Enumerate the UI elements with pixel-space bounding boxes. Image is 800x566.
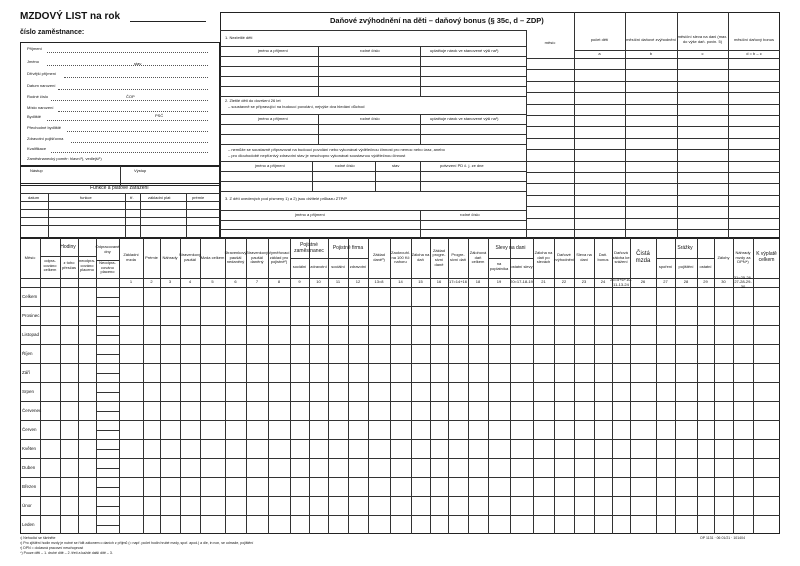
tax-grid-row[interactable]	[526, 126, 780, 127]
col-zaklad-dane: Základ daně³)	[372, 252, 385, 262]
personal-field-input[interactable]	[58, 89, 208, 90]
col-hodiny: Hodiny	[60, 244, 76, 251]
col-prescas: z toho přesčas	[61, 260, 76, 270]
tax-col-bonus: měsíční daňový bonus	[733, 36, 775, 42]
fn-header-trida: tř.	[130, 195, 134, 200]
col-zaokrouhleni: Zaokrouhl. na 100 Kč nahoru	[391, 250, 410, 265]
month-row[interactable]	[20, 344, 780, 345]
psc-label: PSČ	[155, 113, 164, 118]
col-mesic: Měsíc	[24, 254, 36, 260]
employee-number-label: číslo zaměstnance:	[20, 29, 85, 36]
fn-header-zakladni-plat: základní plat	[148, 195, 171, 200]
col-number: 26	[640, 279, 646, 285]
col-odpracovano: odpra-cováno celkem	[43, 258, 57, 273]
tax-grid-row[interactable]	[526, 229, 780, 230]
col-sleva-poplatnik: na poplatníka	[489, 261, 509, 271]
month-row-label: Září	[22, 369, 31, 375]
tax-letter-b: b	[649, 50, 653, 56]
col-zaloha: Záloha na daň	[411, 252, 430, 262]
footnote-4: ⁴) Pouze děti – 1. druhé dítě – 2. třetí a každé další dítě – 3.	[20, 551, 113, 555]
col-number: 17=14+16	[448, 279, 468, 285]
col-number: 27	[663, 279, 668, 285]
sec1-header-claim: uplatňuje nárok ve stanovené výši na¹)	[430, 48, 499, 53]
col-number: 29	[703, 279, 708, 285]
month-row-label: Srpen	[22, 388, 35, 394]
personal-field-label: Jméno	[27, 59, 40, 64]
month-row-label: Únor	[22, 502, 32, 508]
sec1-header-name: jméno a příjmení	[258, 48, 288, 53]
col-firma-zdrav: zdravotní	[349, 263, 367, 269]
tax-sec2-note2: – pro dlouhodobě nepříznivý zdravotní stav je neschopno vykonávat soustavnou výdělečnou činnost	[228, 153, 406, 158]
col-number: 11	[335, 279, 341, 285]
personal-field-label: Zdravotní pojišťovna	[27, 136, 64, 141]
col-sleva-ostatni: ostatní slevy	[510, 263, 533, 269]
personal-field-label: Rodné číslo	[27, 94, 49, 99]
col-premie: Prémie	[145, 254, 158, 260]
col-zaloha-po-slevach: Záloha na daň po slevách	[534, 250, 553, 265]
personal-field-input[interactable]	[64, 77, 208, 78]
fn-header-funkce: funkce	[80, 195, 92, 200]
tax-grid-row[interactable]	[526, 81, 780, 82]
col-number: 7	[255, 279, 259, 285]
col-zaklad-progr: Základ progre-sivní daně	[432, 247, 446, 267]
tax-grid-row[interactable]	[526, 92, 780, 93]
tax-grid-row[interactable]	[526, 161, 780, 162]
col-number: 6	[234, 279, 237, 285]
tax-title: Daňové zvýhodnění na děti – daňový bonus (§ 35c, d – ZDP)	[330, 16, 544, 25]
col-number: 14	[398, 279, 403, 285]
personal-field-input[interactable]	[67, 131, 208, 132]
col-firma-soc: sociální	[331, 263, 345, 269]
col-zakladni-mzda: Základní mzda	[123, 252, 139, 262]
col-number: 10	[316, 279, 321, 285]
col-nahrady-dpn: Náhrady mzdy za DPN⁴)	[735, 250, 751, 265]
month-row[interactable]	[20, 477, 780, 478]
col-vymerovaci-zaklad: Vyměřovací základ pro pojistné²)	[268, 250, 290, 265]
month-row-label: Duben	[22, 464, 36, 470]
tax-grid-row[interactable]	[526, 138, 780, 139]
col-slevy: Slevy na dani	[495, 245, 526, 252]
col-number: 19	[496, 279, 502, 285]
tax-col-sleva: měsíční sleva na dani (max. do výše daň. povin. 5)	[677, 34, 728, 44]
month-row[interactable]	[20, 458, 780, 459]
col-danova-zaloha: Daňová záloha ke srážení	[612, 250, 630, 265]
tax-grid-row[interactable]	[526, 172, 780, 173]
stav-label: stav	[134, 61, 142, 66]
sec2-header-claim: uplatňuje nárok ve stanovené výši na¹)	[430, 116, 499, 121]
col-zalohy: Zálohy	[717, 254, 730, 260]
cop-label: ČOP	[126, 94, 135, 99]
tax-grid-row[interactable]	[526, 69, 780, 70]
footnote-2: ²) Pro zjištění hodin mzdy je nutné se řídit zákonem o daních z příjmů (= např. počet hodin hrubé mzdy, spoř. apod.) a dle, in non, se odmaže, pojištění	[20, 541, 254, 545]
sec2b-header-stav: stav	[392, 163, 400, 168]
col-number: 4	[188, 279, 192, 285]
month-row-label: Říjen	[22, 350, 33, 356]
col-pojistne-soc: sociální	[292, 263, 307, 269]
month-row[interactable]	[20, 325, 780, 326]
tax-sec2-sub: – soustavně se připravující na budoucí povolání, nejvýše dva hledání důchod	[228, 104, 365, 109]
col-mzda-celkem: Mzda celkem	[200, 254, 225, 260]
col-number: 3	[168, 279, 172, 285]
tax-col-pocet-deti: počet dětí	[590, 36, 609, 42]
personal-field-label: Zaměstnanecký poměr: hlavní¹), vedlejší¹)	[27, 156, 102, 161]
personal-field-label: Kvalifikace	[27, 146, 47, 151]
month-row-label: Červen	[22, 426, 37, 432]
tax-grid-row[interactable]	[526, 58, 780, 59]
col-number: 25=5+6+10-11-13-24	[610, 276, 632, 287]
personal-field-input[interactable]	[47, 52, 208, 53]
tax-grid-row[interactable]	[526, 115, 780, 116]
month-row[interactable]	[20, 363, 780, 364]
col-number: 1	[129, 279, 133, 285]
col-k-vyplate: K výplatě celkem	[756, 251, 777, 263]
sec2b-header-potvrzeni: potvrzení PD č. j. ze dne	[440, 163, 484, 168]
col-number: 24	[600, 279, 606, 285]
month-row-label: Prosinec	[22, 312, 40, 318]
col-number: 30	[721, 279, 726, 285]
fn-header-premie: prémie	[192, 195, 205, 200]
sec2b-header-rc: rodné číslo	[335, 163, 355, 168]
col-stravenky: Stravenkový paušál	[179, 252, 202, 262]
col-number: 21	[541, 279, 546, 285]
personal-field-input[interactable]	[47, 65, 208, 66]
col-danove-zvyhodneni: Daňové zvýhodnění	[553, 252, 575, 262]
month-row-label: Celkem	[22, 293, 38, 299]
personal-field-label: Místo narození	[27, 105, 54, 110]
personal-field-input[interactable]	[47, 120, 208, 121]
col-number: 2	[150, 279, 153, 285]
col-neodpracovano: neodpra-cováno placeno	[78, 258, 95, 273]
month-row-label: Červenec	[22, 407, 42, 413]
function-table-title: Funkce a platové zařazení	[90, 185, 149, 191]
col-number: 5	[211, 279, 214, 285]
col-number: 8	[277, 279, 281, 285]
footnote-3: ³) DPN = dočasná pracovní neschopnost	[20, 546, 84, 550]
tax-letter-c: c	[701, 50, 704, 56]
sec3-header-rc: rodné číslo	[460, 212, 480, 217]
col-number: 28	[683, 279, 689, 285]
month-row[interactable]	[20, 401, 780, 402]
tax-grid-row[interactable]	[526, 218, 780, 219]
personal-field-label: Přechodné bydliště	[27, 125, 62, 130]
col-sleva-na-dani: Sleva na dani	[576, 252, 592, 262]
fn-header-datum: datum	[28, 195, 40, 200]
personal-field-input[interactable]	[51, 152, 208, 153]
col-strav-nedaneny: Stravenkový paušál nedaněný	[224, 250, 247, 265]
col-dan-bonus: Daň. bonus	[597, 252, 609, 262]
personal-field-input[interactable]	[51, 100, 208, 101]
tax-letter-d: d = b – c	[746, 50, 762, 56]
month-row[interactable]	[20, 439, 780, 440]
col-number: 12	[355, 279, 361, 285]
tax-grid-row[interactable]	[526, 195, 780, 196]
tax-sec1-title: 1. Nezletilé děti	[225, 35, 253, 40]
tax-col-zvyhodneni: měsíční daňové zvýhodnění	[626, 36, 676, 42]
col-pojistne-zam: Pojistné zaměstnanec	[294, 242, 324, 254]
form-title: MZDOVÝ LIST na rok	[20, 11, 121, 22]
col-number: 18	[475, 279, 481, 285]
col-nahrady: Náhrady	[162, 254, 178, 260]
tax-grid-row[interactable]	[526, 149, 780, 150]
personal-field-input[interactable]	[71, 142, 208, 143]
col-srazky: Srážky	[677, 245, 693, 252]
col-srazky-pojisteni: pojištění	[678, 263, 694, 269]
tax-sec2-title: 2. Zletilé děti do dovršení 26 let	[225, 98, 281, 103]
col-pojistne-firma: Pojistné firma	[332, 245, 364, 252]
col-number: 13=8	[374, 279, 384, 285]
sec2b-header-name: jméno a příjmení	[255, 163, 285, 168]
footnote-1: ¹) Nehodící se škrtněte	[20, 536, 56, 540]
col-strav-daneny: Stravenkový paušál daněný	[246, 250, 269, 265]
col-number: 31=25-26-27-28-29-30	[733, 274, 753, 289]
col-srazky-ostatni: ostatní	[699, 263, 712, 269]
month-row-label: Březen	[22, 483, 37, 489]
col-pojistne-zdrav: zdravotní	[310, 263, 327, 269]
year-blank-line[interactable]	[130, 21, 206, 22]
col-number: 22	[561, 279, 567, 285]
col-progr-dan: Progre-sivní daň	[449, 252, 466, 262]
col-number: 15	[418, 279, 423, 285]
month-row-label: Květen	[22, 445, 37, 451]
sec1-header-rc: rodné číslo	[360, 48, 380, 53]
month-row[interactable]	[20, 306, 780, 307]
col-number: 23	[581, 279, 587, 285]
function-table	[20, 183, 220, 238]
personal-info-box	[20, 42, 220, 166]
month-row[interactable]	[20, 382, 780, 383]
personal-field-input[interactable]	[58, 111, 208, 112]
personal-field-label: Datum narození	[27, 83, 56, 88]
tax-grid-row[interactable]	[526, 104, 780, 105]
tax-col-mesic: měsíc	[544, 39, 556, 45]
sec3-header-name: jméno a příjmení	[295, 212, 325, 217]
col-number: 20=17-18-19	[510, 279, 533, 285]
month-row-label: Listopad	[22, 331, 40, 337]
personal-field-label: Příjmení	[27, 46, 42, 51]
tax-grid-row[interactable]	[526, 183, 780, 184]
personal-field-label: Dřívější příjmení	[27, 71, 57, 76]
col-odpracovane-dny: Odpracované dny	[95, 244, 120, 254]
form-code: OP 1131 · 06 01/21 · 101404	[700, 536, 746, 540]
col-cista-mzda: Čistá mzda	[635, 251, 651, 264]
personal-field-label: Bydliště	[27, 114, 42, 119]
nastup-label: Nástup	[30, 168, 43, 173]
vystup-label: Výstup	[134, 168, 147, 173]
tax-letter-a: a	[598, 50, 601, 56]
tax-sec3-title: 3. Z dětí uvedených pod písmeny 1) a 2) jsou držitelé průkazu ZTP/P	[225, 196, 348, 201]
tax-grid-row[interactable]	[526, 206, 780, 207]
month-row[interactable]	[20, 420, 780, 421]
month-row[interactable]	[20, 496, 780, 497]
sec2-header-rc: rodné číslo	[360, 116, 380, 121]
col-number: 16	[436, 279, 442, 285]
sec2-header-name: jméno a příjmení	[258, 116, 288, 121]
tax-sec2-note1: – nemůže se soustavně připravovat na budoucí povolání nebo vykonávat výdělečnou činnost pro nemoc nebo úraz, anebo	[228, 147, 445, 152]
col-number: 9	[298, 279, 301, 285]
col-neodpr-placeno: Neodpra-cováno placeno	[99, 260, 116, 275]
col-srazky-sporeni: spoření	[658, 263, 673, 269]
month-row[interactable]	[20, 515, 780, 516]
month-row-label: Leden	[22, 521, 35, 527]
col-zalohova-dan: Zálohová daň celkem	[469, 250, 487, 265]
